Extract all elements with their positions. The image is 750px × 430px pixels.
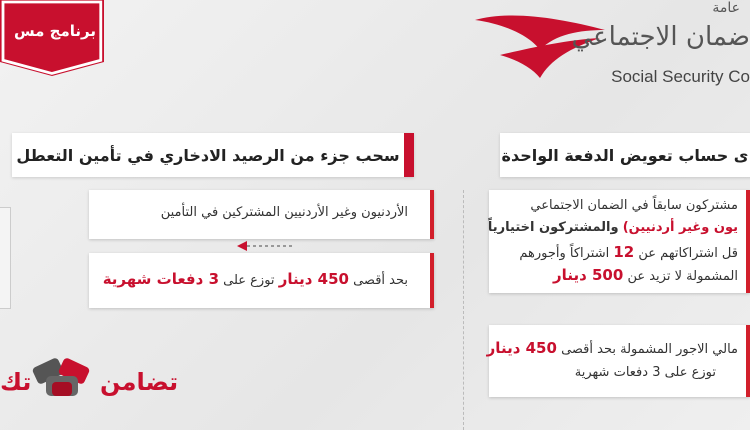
left-card-eligibility xyxy=(89,190,434,239)
right-card1-line3 xyxy=(519,243,738,261)
logo-english: Social Security Co xyxy=(611,67,750,86)
right-section-title: ى حساب تعويض الدفعة الواحدة xyxy=(501,145,749,165)
right-card2-line1 xyxy=(487,339,738,357)
right-card1-line4-amount: 500 دينار xyxy=(553,266,624,284)
left-card1-text: الأردنيون وغير الأردنيين المشتركين في التأمين xyxy=(160,205,408,220)
left-card2-line xyxy=(103,270,408,288)
left-card-amount xyxy=(89,253,434,308)
left-card2-pre: بحد أقصى xyxy=(353,273,408,288)
handshake-icon xyxy=(30,348,94,408)
right-card-amount xyxy=(486,325,750,397)
slogan-word-1: تضامن xyxy=(100,368,179,396)
ssc-logo xyxy=(470,0,750,100)
edge-box xyxy=(0,207,11,309)
logo-arabic-small: عامة xyxy=(712,0,740,16)
right-card1-line3-num: 12 xyxy=(613,243,635,261)
right-card1-line1: مشتركون سابقاً في الضمان الاجتماعي xyxy=(530,198,738,213)
section-divider xyxy=(463,190,464,430)
right-card1-line4 xyxy=(553,266,738,284)
right-card1-line2 xyxy=(488,220,738,235)
right-card1-line3-pre: قل اشتراكاتهم عن xyxy=(638,246,738,261)
left-section-title: سحب جزء من الرصيد الادخاري في تأمين التعطل xyxy=(16,145,400,165)
slogan-word-2: تك xyxy=(0,368,32,396)
right-card2-line1-pre: مالي الاجور المشمولة بحد أقصى xyxy=(561,342,738,357)
left-card2-amount: 450 دينار xyxy=(278,270,349,288)
right-card1-line4-pre: المشمولة لا تزيد عن xyxy=(627,269,738,284)
right-card2-line2: توزع على 3 دفعات شهرية xyxy=(574,365,716,380)
right-card-eligibility xyxy=(489,190,750,293)
logo-arabic: ضمان الاجتماعي xyxy=(571,22,750,52)
dashed-arrow-icon xyxy=(237,240,297,252)
right-card1-line3-post: اشتراكاً وأجورهم xyxy=(519,246,610,261)
left-card2-mid: توزع على xyxy=(223,273,275,288)
right-card1-line2-rest: والمشتركون اختيارياً xyxy=(487,220,619,235)
ribbon-label: برنامج مس xyxy=(13,22,97,40)
left-section-header xyxy=(12,133,414,177)
right-card1-line2-red: يون وغير أردنيين) xyxy=(622,220,738,235)
right-section-header xyxy=(500,133,750,177)
left-card2-count: 3 دفعات شهرية xyxy=(102,270,219,288)
right-card2-amount: 450 دينار xyxy=(486,339,557,357)
program-ribbon xyxy=(0,0,110,78)
